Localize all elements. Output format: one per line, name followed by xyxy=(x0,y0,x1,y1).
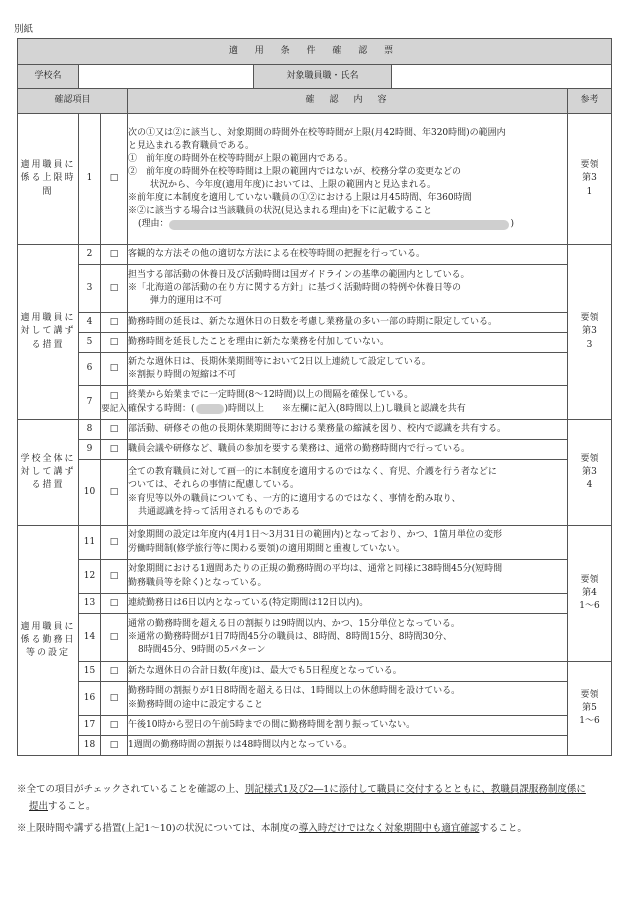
item-checkbox[interactable]: □ xyxy=(101,353,128,386)
footnote-1-cont: 提出すること。 xyxy=(29,800,96,812)
item-checkbox[interactable]: □ 要記入 xyxy=(101,386,128,420)
item-number: 10 xyxy=(79,460,101,526)
item-checkbox[interactable]: □ xyxy=(101,736,128,756)
item-checkbox[interactable]: □ xyxy=(101,526,128,560)
item-number: 18 xyxy=(79,736,101,756)
item-number: 5 xyxy=(79,333,101,353)
item-number: 7 xyxy=(79,386,101,420)
item-content: 客観的な方法その他の適切な方法による在校等時間の把握を行っている。 xyxy=(128,245,568,265)
item-content: 対象期間の設定は年度内(4月1日〜3月31日の範囲内)となっており、かつ、1箇月単位の変形 労働時間制(修学旅行等に関わる要領)の適用期間と重複していない。 xyxy=(128,526,568,560)
item-checkbox[interactable]: □ xyxy=(101,682,128,716)
footnotes xyxy=(17,782,615,838)
reason-input[interactable] xyxy=(169,220,509,230)
item-content: 1週間の勤務時間の割振りは48時間以内となっている。 xyxy=(128,736,568,756)
item-checkbox[interactable]: □ xyxy=(101,245,128,265)
item-checkbox[interactable]: □ xyxy=(101,614,128,662)
ref-cell: 要領 第3 3 xyxy=(568,245,612,420)
item-content: 職員会議や研修など、職員の参加を要する業務は、通常の勤務時間内で行っている。 xyxy=(128,440,568,460)
item-content: 新たな週休日の合計日数(年度)は、最大でも5日程度となっている。 xyxy=(128,662,568,682)
item-number: 6 xyxy=(79,353,101,386)
item-content: 連続勤務日は6日以内となっている(特定期間は12日以内)。 xyxy=(128,594,568,614)
item-checkbox[interactable]: □ xyxy=(101,594,128,614)
category-school-measures: 学校全体に対して講ずる措置 xyxy=(18,420,79,526)
staff-name-label: 対象職員職・氏名 xyxy=(254,65,392,89)
attachment-label: 別紙 xyxy=(14,24,34,35)
item-content: 新たな週休日は、長期休業期間等において2日以上連続して設定している。 ※割振り時間の短縮は不可 xyxy=(128,353,568,386)
item-number: 4 xyxy=(79,313,101,333)
item-number: 2 xyxy=(79,245,101,265)
item-checkbox[interactable]: □ xyxy=(101,560,128,594)
header-content: 確 認 内 容 xyxy=(128,89,568,114)
ref-cell: 要領 第3 4 xyxy=(568,420,612,526)
item-content: 次の①又は②に該当し、対象期間の時間外在校等時間が上限(月42時間、年320時間)の範囲内 と見込まれる教育職員である。 ① 前年度の時間外在校等時間が上限の範囲内である。 ② 前年度の時間外在校等時間は上限の範囲内ではないが、校務分掌の変更などの 状況から、今年度(適用年度)においては、上限の範囲内と見込まれる。 ※前年度に本制度を適用していない職員の①②における上限は月45時間、年360時間 ※②に該当する場合は当該職員の状況(見込まれる理由)を下に記載すること (理由： ) xyxy=(128,114,568,245)
item-content: 全ての教育職員に対して画一的に本制度を適用するのではなく、育児、介護を行う者などに ついては、それらの事情に配慮している。 ※育児等以外の職員についても、一方的に適用するのではなく、事情を酌み取り、 共通認識を持って活用されるものである xyxy=(128,460,568,526)
item-content: 通常の勤務時間を超える日の割振りは9時間以内、かつ、15分単位となっている。 ※通常の勤務時間が1日7時間45分の職員は、8時間、8時間15分、8時間30分、 8時間45分、9時間の5パターン xyxy=(128,614,568,662)
item-checkbox[interactable]: □ xyxy=(101,460,128,526)
item-content: 午後10時から翌日の午前5時までの間に勤務時間を割り振っていない。 xyxy=(128,716,568,736)
item-checkbox[interactable]: □ xyxy=(101,114,128,245)
item-content: 勤務時間を延長したことを理由に新たな業務を付加していない。 xyxy=(128,333,568,353)
item-number: 16 xyxy=(79,682,101,716)
item-number: 8 xyxy=(79,420,101,440)
item-checkbox[interactable]: □ xyxy=(101,313,128,333)
confirmation-table xyxy=(17,38,612,756)
item-checkbox[interactable]: □ xyxy=(101,333,128,353)
ref-cell: 要領 第3 1 xyxy=(568,114,612,245)
item-content: 勤務時間の延長は、新たな週休日の日数を考慮し業務量の多い一部の時期に限定している。 xyxy=(128,313,568,333)
category-upper-limit: 適用職員に係る上限時間 xyxy=(18,114,79,245)
item-content: 対象期間における1週間あたりの正規の勤務時間の平均は、通常と同様に38時間45分(短時間 勤務職員等を除く)となっている。 xyxy=(128,560,568,594)
footnote-1: ※全ての項目がチェックされていることを確認の上、別記様式1及び2―1に添付して職員に交付するとともに、教職員課服務制度係に xyxy=(17,784,586,795)
item-number: 11 xyxy=(79,526,101,560)
item-number: 14 xyxy=(79,614,101,662)
staff-name-field[interactable] xyxy=(392,65,612,89)
school-name-label: 学校名 xyxy=(18,65,79,89)
item-content: 担当する部活動の休養日及び活動時間は国ガイドラインの基準の範囲内としている。 ※「北海道の部活動の在り方に関する方針」に基づく活動時間の特例や休養日等の 弾力的運用は不可 xyxy=(128,265,568,313)
interval-hours-input[interactable] xyxy=(196,404,224,414)
item-number: 17 xyxy=(79,716,101,736)
school-name-field[interactable] xyxy=(79,65,254,89)
category-work-days: 適用職員に係る勤務日等の設定 xyxy=(18,526,79,756)
item-content: 勤務時間の割振りが1日8時間を超える日は、1時間以上の休憩時間を設けている。 ※勤務時間の途中に設定すること xyxy=(128,682,568,716)
ref-cell: 要領 第5 1〜6 xyxy=(568,662,612,756)
item-checkbox[interactable]: □ xyxy=(101,440,128,460)
ref-cell: 要領 第4 1〜6 xyxy=(568,526,612,662)
entry-required-note: 要記入 xyxy=(101,403,127,414)
header-ref: 参考 xyxy=(568,89,612,114)
sheet-title: 適 用 条 件 確 認 票 xyxy=(18,39,612,65)
item-content: 終業から始業までに一定時間(8〜12時間)以上の間隔を確保している。 確保する時間：( )時間以上 ※左欄に記入(8時間以上)し職員と認識を共有 xyxy=(128,386,568,420)
item-number: 12 xyxy=(79,560,101,594)
footnote-2: ※上限時間や講ずる措置(上記1〜10)の状況については、本制度の導入時だけではなく対象期間中も適宜確認すること。 xyxy=(17,823,527,835)
item-number: 13 xyxy=(79,594,101,614)
header-item: 確認項目 xyxy=(18,89,128,114)
item-number: 9 xyxy=(79,440,101,460)
item-content: 部活動、研修その他の長期休業期間等における業務量の縮減を図り、校内で認識を共有する。 xyxy=(128,420,568,440)
item-number: 15 xyxy=(79,662,101,682)
item-checkbox[interactable]: □ xyxy=(101,420,128,440)
item-checkbox[interactable]: □ xyxy=(101,265,128,313)
item-number: 3 xyxy=(79,265,101,313)
category-measures: 適用職員に対して講ずる措置 xyxy=(18,245,79,420)
item-number: 1 xyxy=(79,114,101,245)
item-checkbox[interactable]: □ xyxy=(101,662,128,682)
item-checkbox[interactable]: □ xyxy=(101,716,128,736)
